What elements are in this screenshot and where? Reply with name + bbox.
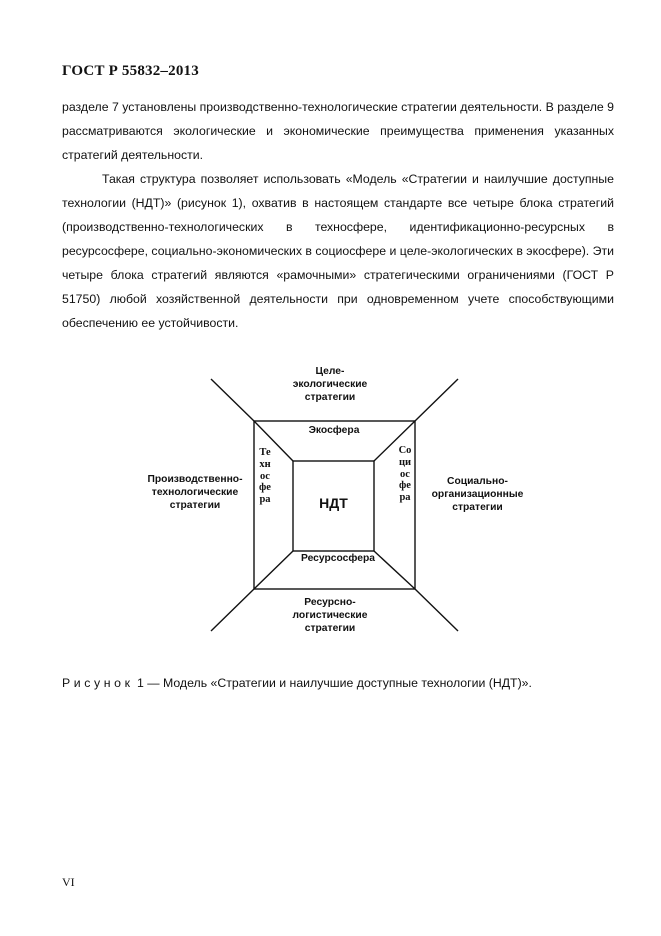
label-technosphere: Техносфера [259,447,271,506]
page-number: VI [62,875,75,889]
diag-bottom-right-outer [415,589,458,631]
figure-1-diagram [0,355,661,645]
diag-bottom-left-outer [211,589,254,631]
paragraph-2: Такая структура позволяет использовать «Модель «Стратегии и наилучшие доступные технологии (НДТ)» (рисунок 1), охватив в настоящем стандарте все четыре блока стратегий (производственно-технологических в техносфере, идентификационно-ресурсных в ресурсосфере, социально-экономических в социосфере и целе-экологических в экосфере). Эти четыре блока стратегий являются «рамочными» стратегическими ограничениями (ГОСТ Р 51750) любой хозяйственной деятельности при одновременном учете способствующими обеспечению ее устойчивости. [62,172,614,330]
caption-prefix: Рисунок [62,676,134,690]
document-header: ГОСТ Р 55832–2013 [62,63,199,79]
label-logistic-strategies: Ресурсно- логистические стратегии [292,597,368,634]
figure-caption [62,676,532,690]
label-production-strategies: Производственно- технологические стратегии [147,474,243,511]
label-sociosphere: Социосфера [398,445,412,504]
caption-number: 1 [137,676,144,690]
label-eco-strategies: Целе- экологические стратегии [292,366,368,403]
diag-top-right-outer [415,379,458,421]
label-resourcesphere: Ресурсосфера [300,553,376,564]
diag-top-left-outer [211,379,254,421]
paragraph-1: разделе 7 установлены производственно-технологические стратегии деятельности. В разделе 9 рассматриваются экологические и экономические преимущества применения указанных стратегий деятельности. [62,100,614,162]
label-social-strategies: Социально- организационные стратегии [431,476,524,513]
label-ndt-center: НДТ [319,495,348,511]
label-ecosphere: Экосфера [308,425,360,436]
caption-text: — Модель «Стратегии и наилучшие доступные технологии (НДТ)». [147,676,532,690]
